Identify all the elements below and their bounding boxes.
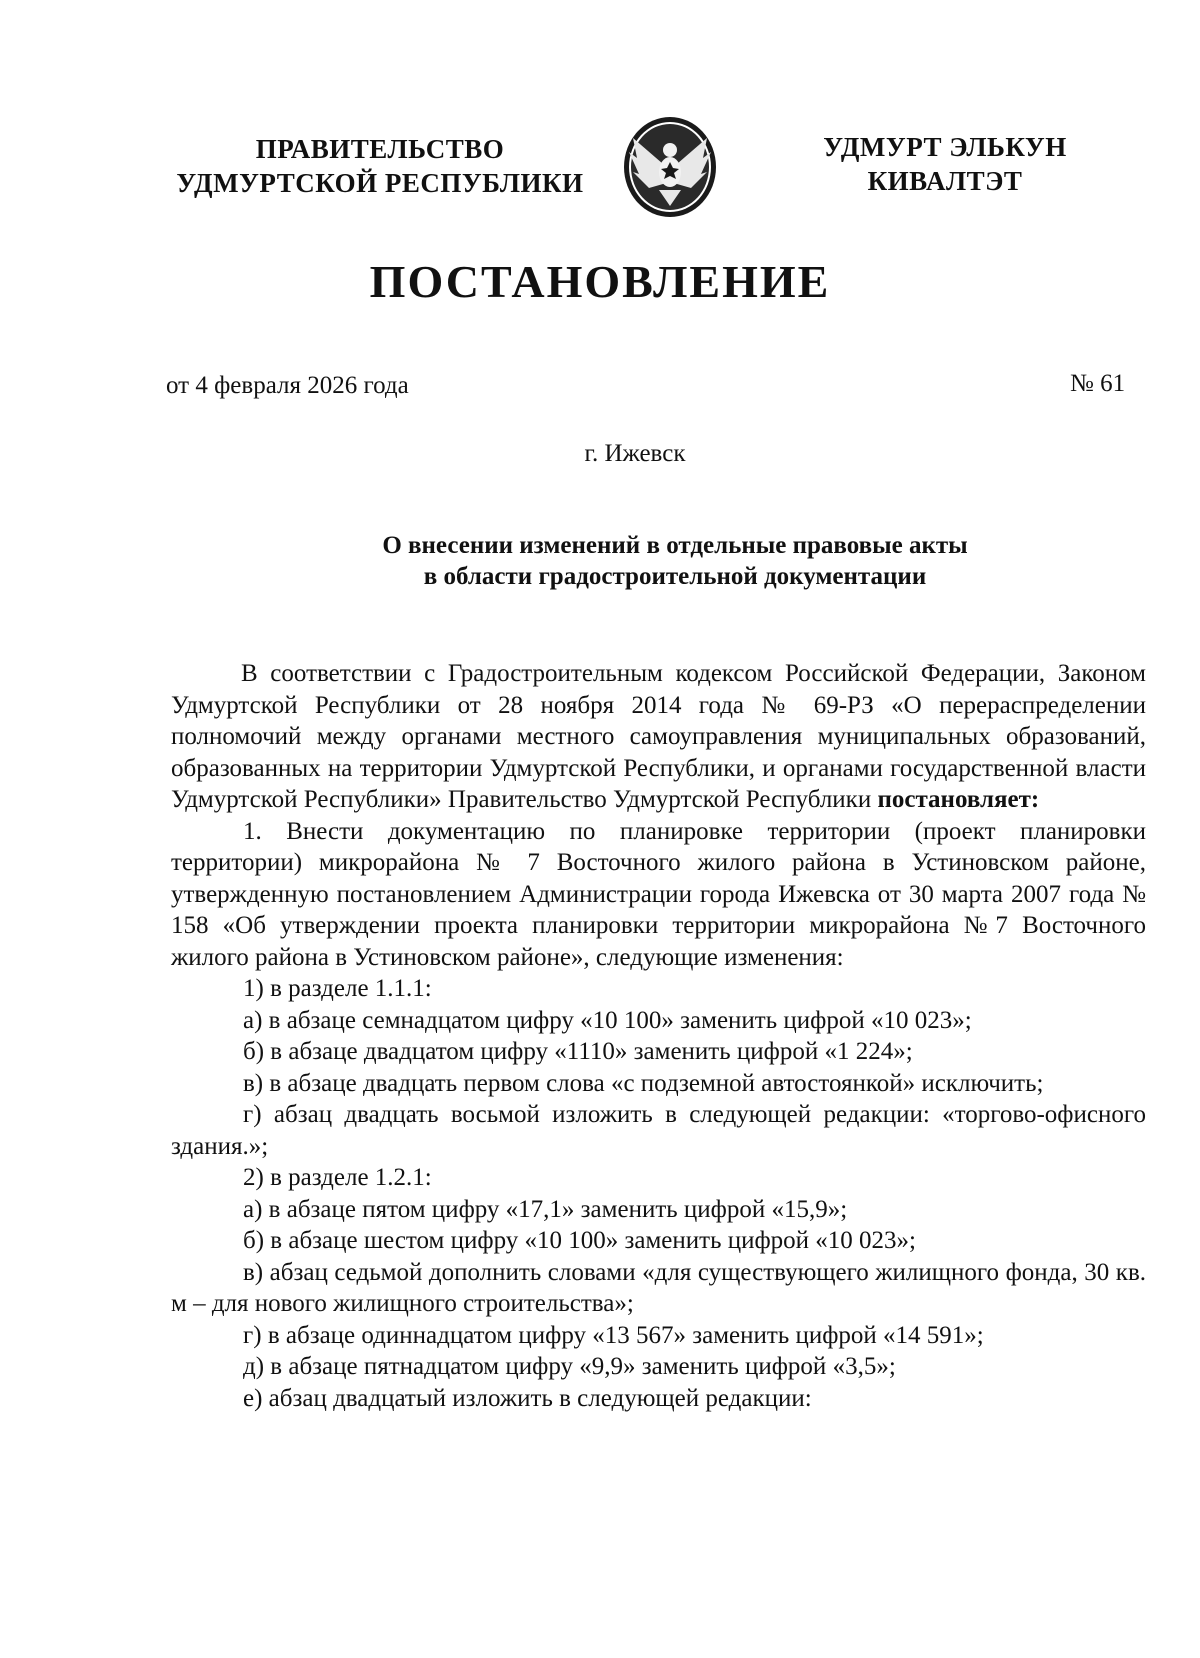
government-name-line2: УДМУРТСКОЙ РЕСПУБЛИКИ <box>176 168 584 198</box>
subitem-1g: г) абзац двадцать восьмой изложить в следующей редакции: «торгово-офисного здания.»; <box>171 1101 1146 1160</box>
document-type-title: ПОСТАНОВЛЕНИЕ <box>369 256 831 307</box>
subject-line1: О внесении изменений в отдельные правовые акты <box>382 532 968 559</box>
subitem-2e: е) абзац двадцатый изложить в следующей редакции: <box>243 1384 812 1412</box>
subitem-2-heading: 2) в разделе 1.2.1: <box>243 1164 432 1191</box>
subitem-1a: а) в абзаце семнадцатом цифру «10 100» заменить цифрой «10 023»; <box>243 1006 972 1034</box>
preamble-resolves: постановляет: <box>877 786 1040 813</box>
subitem-1-heading: 1) в разделе 1.1.1: <box>243 975 432 1002</box>
coat-of-arms-icon <box>615 110 725 220</box>
document-date: от 4 февраля 2026 года <box>166 372 409 399</box>
government-name-russian <box>150 132 610 200</box>
item-1-paragraph: 1. Внести документацию по планировке территории (проект планировки территории) микрорайона № 7 Восточного жилого района в Устиновском районе, утвержденную постановлением Администрации города Ижевска от 30 марта 2007 года № 158 «Об утверждении проекта планировки территории микрорайона №7 Восточного жилого района в Устиновском районе», следующие изменения: <box>171 817 1146 971</box>
document-city: г. Ижевск <box>584 440 686 467</box>
preamble-paragraph <box>171 658 1146 816</box>
preamble-text: В соответствии с Градостроительным кодексом Российской Федерации, Законом Удмуртской Республики от 28 ноября 2014 года № 69-РЗ «О перераспределении полномочий между органами местного самоуправления муниципальных образований, образованных на территории Удмуртской Республики, и органами государственной власти Удмуртской Республики» Правительство Удмуртской Республики <box>171 660 1146 813</box>
subitem-2b: б) в абзаце шестом цифру «10 100» заменить цифрой «10 023»; <box>243 1227 916 1254</box>
government-name-udmurt-line1: УДМУРТ ЭЛЬКУН <box>823 132 1067 162</box>
document-number: № 61 <box>1070 370 1126 397</box>
subitem-2v: в) абзац седьмой дополнить словами «для существующего жилищного фонда, 30 кв. м – для нового жилищного строительства»; <box>171 1258 1146 1317</box>
subitem-2d: д) в абзаце пятнадцатом цифру «9,9» заменить цифрой «3,5»; <box>243 1353 896 1380</box>
subject-line2: в области градостроительной документации <box>423 563 927 590</box>
document-subject <box>175 530 1175 592</box>
government-name-line1: ПРАВИТЕЛЬСТВО <box>255 134 505 164</box>
subitem-2g: г) в абзаце одиннадцатом цифру «13 567» заменить цифрой «14 591»; <box>243 1321 984 1349</box>
subitem-1v: в) в абзаце двадцать первом слова «с подземной автостоянкой» исключить; <box>243 1069 1044 1097</box>
subitem-1b: б) в абзаце двадцатом цифру «1110» заменить цифрой «1 224»; <box>243 1038 913 1065</box>
government-name-udmurt-line2: КИВАЛТЭТ <box>867 166 1023 196</box>
subitem-2a: а) в абзаце пятом цифру «17,1» заменить цифрой «15,9»; <box>243 1195 848 1223</box>
government-name-udmurt <box>805 130 1085 198</box>
document-body <box>171 658 1146 1414</box>
